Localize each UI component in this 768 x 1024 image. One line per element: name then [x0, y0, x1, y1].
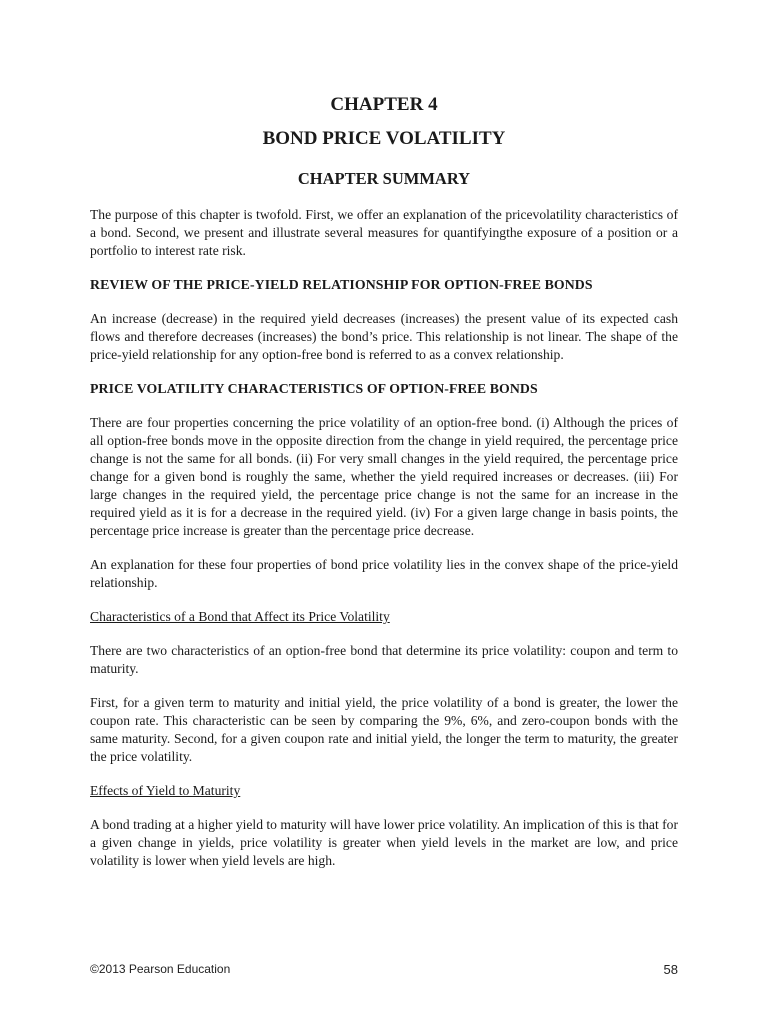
page-number: 58 [663, 962, 678, 977]
four-properties-paragraph: There are four properties concerning the price volatility of an option-free bond. (i) Although the prices of all option-free bonds move in the opposite direction from the change in yield required, the percentage price change is not the same for all bonds. (ii) For very small changes in the yield required, the percentage price change for a given bond is roughly the same, whether the yield required increases or decreases. (iii) For large changes in the required yield, the percentage price change is not the same for an increase in the required yield as it is for a decrease in the required yield. (iv) For a given large change in basis points, the percentage price increase is greater than the percentage price decrease. [90, 415, 678, 538]
convexity-explanation-paragraph: An explanation for these four properties of bond price volatility lies in the convex shape of the price-yield relationship. [90, 557, 678, 590]
subheading-yield-to-maturity: Effects of Yield to Maturity [90, 783, 241, 798]
coupon-term-paragraph: There are two characteristics of an option-free bond that determine its price volatility: coupon and term to maturity. [90, 643, 678, 676]
document-page [90, 92, 678, 870]
subheading-bond-characteristics: Characteristics of a Bond that Affect its Price Volatility [90, 609, 390, 624]
price-yield-paragraph: An increase (decrease) in the required yield decreases (increases) the present value of its expected cash flows and therefore decreases (increases) the bond’s price. This relationship is not linear. The shape of the price-yield relationship for any option-free bond is referred to as a convex relationship. [90, 311, 678, 362]
section-heading-price-yield: REVIEW OF THE PRICE-YIELD RELATIONSHIP FOR OPTION-FREE BONDS [90, 277, 593, 292]
chapter-number: CHAPTER 4 [330, 94, 438, 115]
yield-level-paragraph: A bond trading at a higher yield to maturity will have lower price volatility. An implication of this is that for a given change in yields, price volatility is greater when yield levels in the market are low, and price volatility is lower when yield levels are high. [90, 817, 678, 868]
coupon-rate-paragraph: First, for a given term to maturity and initial yield, the price volatility of a bond is greater, the lower the coupon rate. This characteristic can be seen by comparing the 9%, 6%, and zero-coupon bonds with the same maturity. Second, for a given coupon rate and initial yield, the longer the term to maturity, the greater the price volatility. [90, 695, 678, 764]
summary-title: CHAPTER SUMMARY [297, 169, 471, 188]
copyright-footer: ©2013 Pearson Education [90, 962, 231, 976]
section-heading-volatility-characteristics: PRICE VOLATILITY CHARACTERISTICS OF OPTION-FREE BONDS [90, 381, 538, 396]
intro-paragraph: The purpose of this chapter is twofold. First, we offer an explanation of the pricevolatility characteristics of a bond. Second, we present and illustrate several measures for quantifyingthe exposure of a position or a portfolio to interest rate risk. [90, 207, 678, 258]
chapter-title: BOND PRICE VOLATILITY [262, 128, 506, 149]
